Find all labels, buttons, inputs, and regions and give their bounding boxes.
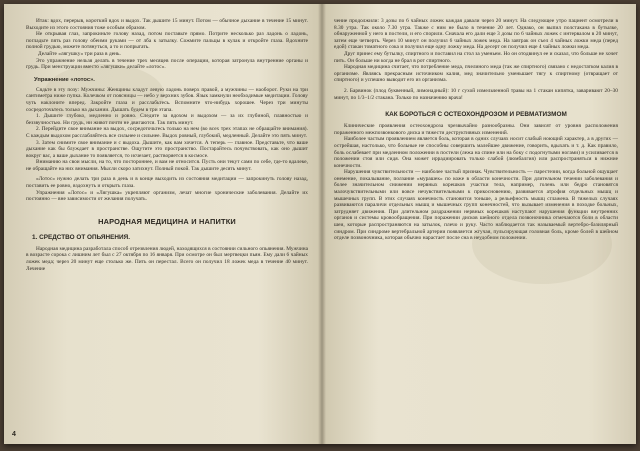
paper-stain: [44, 64, 164, 124]
paragraph: Народная медицина считает, что потребление меда, пчелиного меда (так же спиртного) связано с недостатком калия в организме. Являясь прекрасным источником калия, мед значительно уменьшает тягу к спиртному (отвращает от спиртного) и успешно выводит его из организма.: [334, 64, 618, 84]
paragraph: Друг принес ему бутылку, спиртного и поставил на стол за уменьем. Но он отодвинул ее и сказал, что больше не хочет пить. Он больше ни когда не брал в рот спиртного.: [334, 50, 618, 64]
paper-stain: [472, 204, 612, 284]
paragraph: Не открывая глаз, запрокиньте голову назад, потом поставьте прямо. Потрите несколько раз ладонь о ладонь, погладьте пять раз голову обеими руками — от лба к затылку. Сожмите пальцы в кулак и откройте глаза. Вдохните полной грудью, можете потянуться, а то и попрыгать.: [26, 31, 308, 51]
right-page: [322, 4, 636, 444]
paragraph: 2. Барвинок (плод буквенный, лимонадный): 10 г сухой измельченной травы на 1 стакан кипятка, заваривают 20–30 минут, по 1/3–1/2 стакана. Только по назначению врача!: [334, 87, 618, 101]
subsection-heading: 1. СРЕДСТВО ОТ ОПЬЯНЕНИЯ.: [32, 233, 130, 241]
paragraph: Это упражнение нельзя делать в течение трех месяцев после операции, которая затронула внутренние органы и грудь. При менструации вместо «лягушки» делайте «лотос».: [26, 57, 308, 71]
left-page: [4, 4, 322, 444]
paragraph: Упражнения «Лотос» и «Лягушка» укрепляют организм, лечат многие хронические заболевания. Делайте их постоянно — вне зависимости от желания получать.: [26, 189, 308, 203]
page-number: 4: [12, 431, 16, 438]
paragraph: 2. Перейдите свое внимание на выдох, сосредоточьтесь только на нем (во всех трех этапах не обращайте внимания). С каждым выдохом расслабляйтесь все сильнее и сильнее. Выдох ровный, глубокий, медленный. Делайте это пять минут.: [26, 126, 308, 139]
lotus-heading: Упражнение «лотос».: [34, 76, 95, 83]
book-gutter: [318, 4, 326, 444]
paragraph: 1. Дышите глубоко, медленно и ровно. Следите за вдохом и выдохом — за их глубиной, плавностью и беззвучностью. Ни грудь, ни живот почти не двигаются. Так пять минут.: [26, 113, 308, 126]
paragraph: Вниманию на свои мысли, на то, что постороннее, и вам не относится. Пусть они текут сами по себе, где-то вдалеке, не обращайте на них внимания. Мысли скоро затихнут. Полный покой. Так дышите десять минут.: [26, 159, 308, 172]
paragraph: «Лотос» нужно делать три раза в день и в конце выходить из состояния медитации — запрокинуть голову назад, поставить ее ровно, вздохнуть и открыть глаза.: [26, 176, 308, 190]
paragraph: чение продолжили: 3 дозы по 6 чайных ложек каждая давали через 20 минут. На следующее утро пациент осмотрели в 8.30 утра. Так около 7.30 утра. Также с ним не было в течение 20 лет. Однако, он выпил полстакана в бутылке, обнаруженной у него в постели, и его спорили. Сначала его дали еще 3 дозы по 6 чайных ложек с интервалом в 20 минут, затем еще четверть. Через 10 минут он получил 6 чайных ложек меда. На завтрак он съел 4 чайных ложки меда (перед едой) стакан томатного сока и получил еще одну ложку меда. На десерт он получил еще 4 чайных ложки меда.: [334, 18, 618, 51]
book-spread: [4, 4, 636, 444]
paragraph: 3. Затем снимите свое внимание и с выдоха. Дышите, как вам хочется. А теперь — главное. Представьте, что ваше дыхание как бы блуждает в пространстве. Ощутите это пространство. Постарайтесь почувствовать, как оно дышит вокруг вас, а ваше дыхание то появляется, то исчезает, растворяется в космосе.: [26, 139, 308, 159]
paragraph: Делайте «лягушку» три раза в день.: [38, 50, 121, 57]
paragraph: Народная медицина разработала способ отрезвления людей, находящихся в состоянии сильного опьянения. Мужчина в возрасте сорока с лишним лет был с 27 октября по 16 января. При осмотре он был мертвецки пьян. Ему дали 6 чайных ложек меда; через 20 минут еще столько же. Пить он перестал. Всего он получил 18 ложек меда в течение 40 минут. Лечение: [26, 245, 308, 272]
paragraph: Наиболее частым проявлением является боль, которая в одних случаях носит слабый ноющий характер, а в других — острейшая, настолько, что больные не способны совершить малейшее движение, говорить, вдыхать и т. д. Как правило, боль ослабевает при медленном положении в постели (лежа на спине или на боку с подогнутыми ногами) и усиливается в положении стоя или сидя. Она может иррадиировать только слабой (люмбалгия) или распространяться в нижние конечности.: [334, 136, 618, 169]
paragraph: Клинические проявления остеохондроза чрезвычайно разнообразны. Они зависят от уровня расположения пораженного межпозвонкового диска и тяжести деструктивных изменений.: [334, 123, 618, 136]
section-heading: НАРОДНАЯ МЕДИЦИНА И НАПИТКИ: [98, 216, 236, 226]
section-heading: КАК БОРОТЬСЯ С ОСТЕОХОНДРОЗОМ И РЕВМАТИЗМОМ: [385, 111, 567, 119]
paragraph: Итак: вдох, перерыв, короткий вдох и выдох. Так дышите 15 минут. Потом — обычное дыхание в течение 15 минут. Выходите из этого состояния тоже особым образом.: [26, 18, 308, 31]
paragraph: Сядьте в эту позу: Мужчины: Женщины кладут левую ладонь поверх правой, а мужчины — наоборот. Руки на три сантиметра ниже пупка. Колечком от поясницы — небо у верхних зубов. Язык замкнули необходимые медитации. Голову чуть наклоните вперед. Закройте глаза и расслабьтесь. Вспомните что-нибудь хорошее. Через три минуты сосредоточьтесь только на дыхании. Дышать будем в три этапа.: [26, 86, 308, 113]
paragraph: Нарушения чувствительности — наиболее частый признак. Чувствительность — парестезии, когда больной ощущает онемение, покалывание, ползание «мурашек» по коже в области конечности. При длительном течении заболевания и более значительном снижении нервных корешков участки тела, например, голень или бедро становятся малочувствительными или вовсе нечувствительными к прикосновению, развивается атрофия отдельных мышц и мышечных групп. В этих случаях конечность становится тоньше, а рельефность мышц сглажена. В тяжелых случаях развиваются параличи отдельных мышц и мышечных групп конечностей, что вызывает изменения в походке больных, затрудняет движения. При длительном раздражении нервных корешков наступают нарушения функции внутренних органов и системы кровообращения. При поражении дисков шейного отдела позвоночника отмечаются боли в области шеи, которые распространяются на затылок, плечо и руку. Часто наблюдается так называемый вертебро-базилярный синдром. При синдроме вертебральной артерии появляется жгучая, пульсирующая головная боль, кроме болей в шейном отделе позвоночника, которая обычно нарастает после сна в неудобном положении.: [334, 169, 618, 242]
